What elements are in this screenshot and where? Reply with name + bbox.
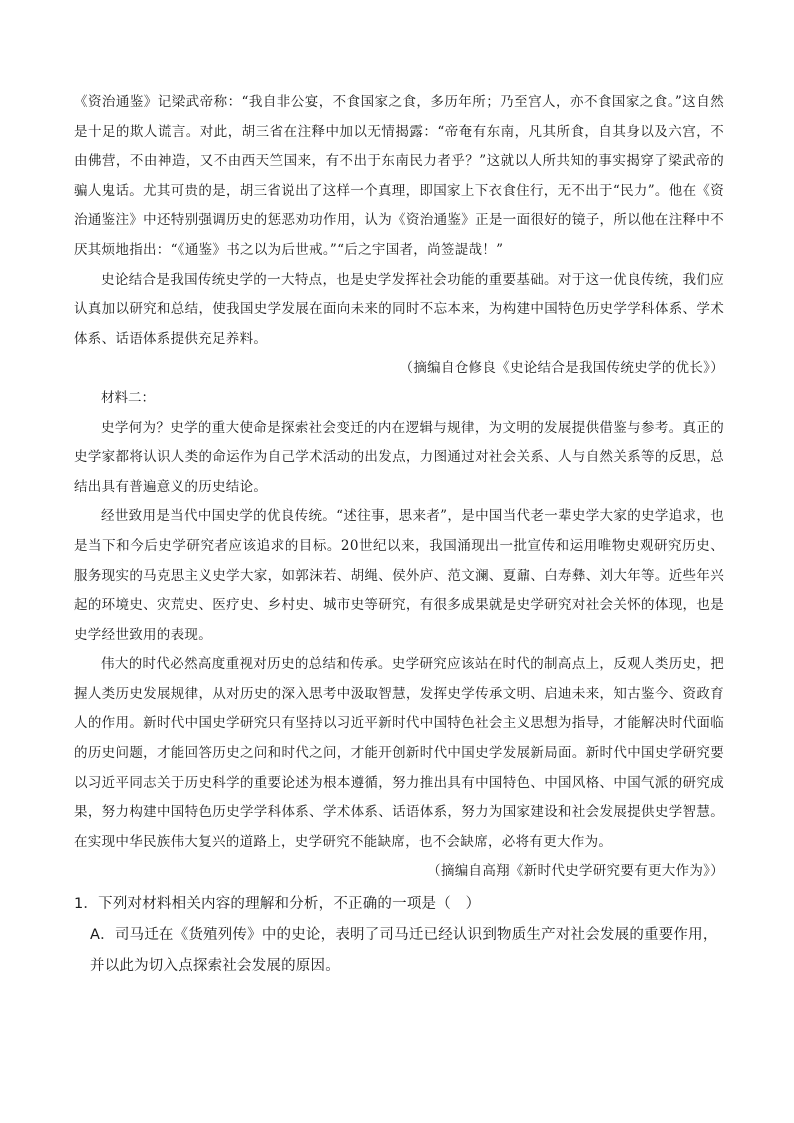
material-two-label: 材料二： <box>101 389 155 406</box>
paragraph-liang-wudi: 《资治通鉴》记梁武帝称：“我自非公宴，不食国家之食，多历年所；乃至宫人，亦不食国家之食。”这自然是十足的欺人谎言。对此，胡三省在注释中加以无情揭露：“帝奄有东南，凡其所食，自其身以及六宫，不由佛营，不由神造，又不由西天竺国来，有不出于东南民力者乎？”这就以人所共知的事实揭穿了梁武帝的骗人鬼话。尤其可贵的是，胡三省说出了这样一个真理，即国家上下衣食住行，无不出于“民力”。他在《资治通鉴注》中还特别强调历史的惩恶劝功作用，认为《资治通鉴》正是一面很好的镜子，所以他在注释中不厌其烦地指出：“《通鉴》书之以为后世戒。”“后之宇国者，尚签諟哉！” <box>74 94 724 258</box>
question-1-option-a[interactable]: A．司马迁在《货殖列传》中的史论，表明了司马迁已经认识到物质生产对社会发展的重要作用，并以此为切入点探索社会发展的原因。 <box>90 927 718 975</box>
source-citation-2: （摘编自高翔《新时代史学研究要有更大作为》） <box>427 863 724 880</box>
document-page <box>74 88 724 982</box>
question-1-stem: 1．下列对材料相关内容的理解和分析，不正确的一项是（ ） <box>74 896 481 913</box>
paragraph-weida-shidai: 伟大的时代必然高度重视对历史的总结和传承。史学研究应该站在时代的制高点上，反观人类历史，把握人类历史发展规律，从对历史的深入思考中汲取智慧，发挥史学传承文明、启迪未来，知古鉴今、资政育人的作用。新时代中国史学研究只有坚持以习近平新时代中国特色社会主义思想为指导，才能解决时代面临的历史问题，才能回答历史之问和时代之问，才能开创新时代中国史学发展新局面。新时代中国史学研究要以习近平同志关于历史科学的重要论述为根本遵循，努力推出具有中国特色、中国风格、中国气派的研究成果，努力构建中国特色历史学学科体系、学术体系、话语体系，努力为国家建设和社会发展提供史学智慧。在实现中华民族伟大复兴的道路上，史学研究不能缺席，也不会缺席，必将有更大作为。 <box>74 656 724 850</box>
paragraph-shixue-hewei: 史学何为？史学的重大使命是探索社会变迁的内在逻辑与规律，为文明的发展提供借鉴与参考。真正的史学家都将认识人类的命运作为自己学术活动的出发点，力图通过对社会关系、人与自然关系等的反思，总结出具有普遍意义的历史结论。 <box>74 419 724 495</box>
paragraph-shilun-jiehe: 史论结合是我国传统史学的一大特点，也是史学发挥社会功能的重要基础。对于这一优良传统，我们应认真加以研究和总结，使我国史学发展在面向未来的同时不忘本来，为构建中国特色历史学学科体系、学术体系、话语体系提供充足养料。 <box>74 271 724 347</box>
source-citation-1: （摘编自仓修良《史论结合是我国传统史学的优长》） <box>399 360 724 377</box>
paragraph-jingshi-zhiyong: 经世致用是当代中国史学的优良传统。“述往事，思来者”，是中国当代老一辈史学大家的史学追求，也是当下和今后史学研究者应该追求的目标。20世纪以来，我国涌现出一批宣传和运用唯物史观研究历史、服务现实的马克思主义史学大家，如郭沫若、胡绳、侯外庐、范文澜、夏鼐、白寿彝、刘大年等。近些年兴起的环境史、灾荒史、医疗史、乡村史、城市史等研究，有很多成果就是史学研究对社会关怀的体现，也是史学经世致用的表现。 <box>74 508 724 643</box>
